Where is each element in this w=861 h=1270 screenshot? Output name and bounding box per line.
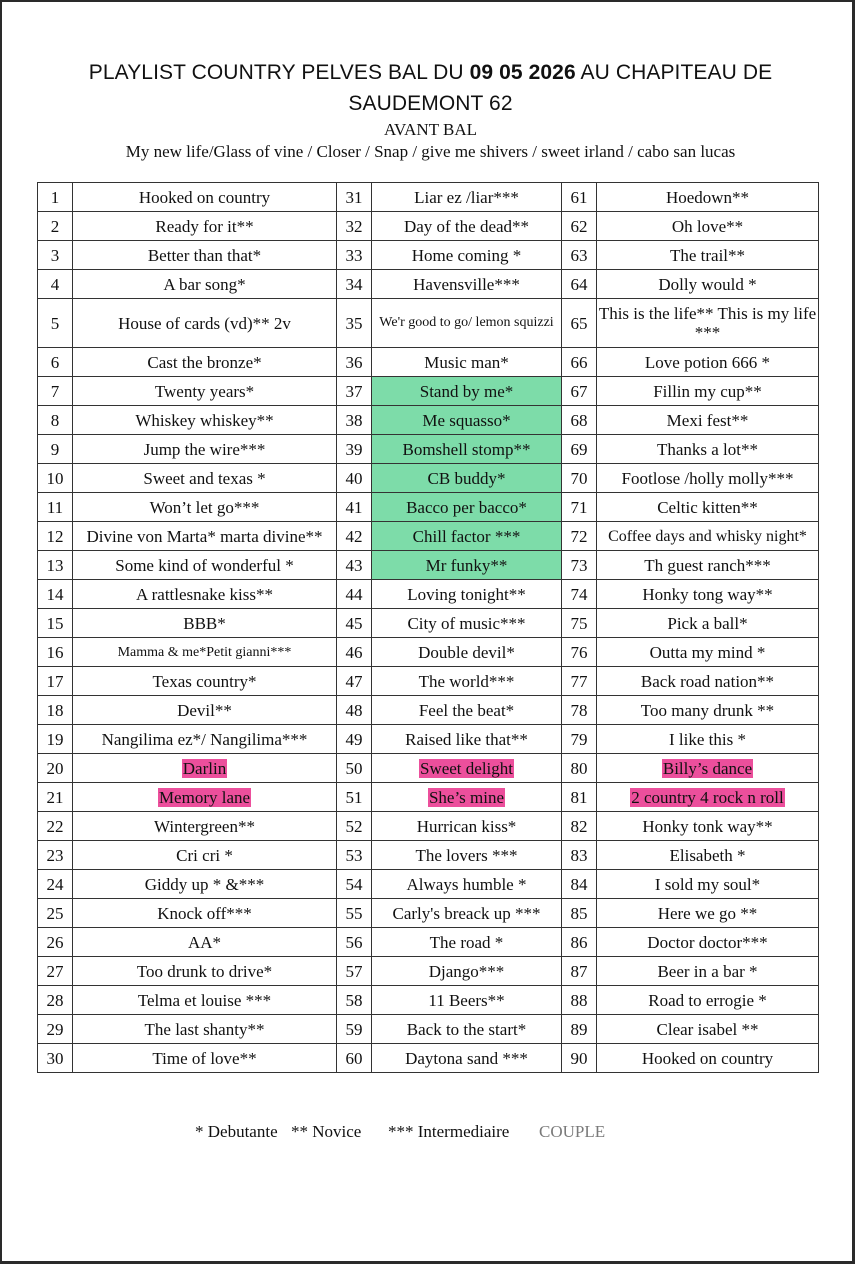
row-number: 39 <box>337 435 372 464</box>
row-number: 4 <box>38 270 73 299</box>
row-number: 70 <box>562 464 597 493</box>
row-number: 12 <box>38 522 73 551</box>
row-number: 27 <box>38 957 73 986</box>
song-title: Beer in a bar * <box>597 957 819 986</box>
table-row <box>38 493 819 522</box>
highlighted-title: Memory lane <box>158 787 251 807</box>
row-number: 90 <box>562 1044 597 1073</box>
song-title: Mexi fest** <box>597 406 819 435</box>
song-title: A bar song* <box>73 270 337 299</box>
song-title: Dolly would * <box>597 270 819 299</box>
row-number: 11 <box>38 493 73 522</box>
song-title: Stand by me* <box>372 377 562 406</box>
highlighted-title: Billy’s dance <box>662 758 753 778</box>
table-row <box>38 270 819 299</box>
song-title: Elisabeth * <box>597 841 819 870</box>
song-title: AA* <box>73 928 337 957</box>
song-title: Hooked on country <box>73 183 337 212</box>
song-title: I like this * <box>597 725 819 754</box>
row-number: 47 <box>337 667 372 696</box>
row-number: 18 <box>38 696 73 725</box>
row-number: 56 <box>337 928 372 957</box>
row-number: 52 <box>337 812 372 841</box>
song-title: Th guest ranch*** <box>597 551 819 580</box>
row-number: 78 <box>562 696 597 725</box>
song-title: Road to errogie * <box>597 986 819 1015</box>
legend-couple: COUPLE <box>539 1122 606 1141</box>
row-number: 74 <box>562 580 597 609</box>
row-number: 62 <box>562 212 597 241</box>
song-title: Cast the bronze* <box>73 348 337 377</box>
row-number: 69 <box>562 435 597 464</box>
table-row <box>38 580 819 609</box>
song-title: Bacco per bacco* <box>372 493 562 522</box>
song-title: I sold my soul* <box>597 870 819 899</box>
avant-bal-heading: AVANT BAL <box>383 120 478 139</box>
row-number: 38 <box>337 406 372 435</box>
table-row <box>38 783 819 812</box>
row-number: 32 <box>337 212 372 241</box>
song-title: Bomshell stomp** <box>372 435 562 464</box>
highlighted-title: Darlin <box>182 758 227 778</box>
row-number: 51 <box>337 783 372 812</box>
song-title <box>372 783 562 812</box>
row-number: 5 <box>38 299 73 348</box>
table-row <box>38 725 819 754</box>
playlist-table <box>37 182 819 1073</box>
song-title: Doctor doctor*** <box>597 928 819 957</box>
table-row <box>38 841 819 870</box>
table-row <box>38 986 819 1015</box>
table-row <box>38 464 819 493</box>
row-number: 37 <box>337 377 372 406</box>
row-number: 48 <box>337 696 372 725</box>
song-title: Me squasso* <box>372 406 562 435</box>
row-number: 40 <box>337 464 372 493</box>
row-number: 57 <box>337 957 372 986</box>
row-number: 7 <box>38 377 73 406</box>
row-number: 76 <box>562 638 597 667</box>
row-number: 26 <box>38 928 73 957</box>
song-title: Celtic kitten** <box>597 493 819 522</box>
table-row <box>38 377 819 406</box>
song-title: Too many drunk ** <box>597 696 819 725</box>
row-number: 9 <box>38 435 73 464</box>
row-number: 21 <box>38 783 73 812</box>
row-number: 10 <box>38 464 73 493</box>
row-number: 80 <box>562 754 597 783</box>
song-title: Oh love** <box>597 212 819 241</box>
song-title: 11 Beers** <box>372 986 562 1015</box>
song-title: Carly's breack up *** <box>372 899 562 928</box>
song-title: Knock off*** <box>73 899 337 928</box>
song-title: Liar ez /liar*** <box>372 183 562 212</box>
song-title: City of music*** <box>372 609 562 638</box>
song-title: Outta my mind * <box>597 638 819 667</box>
row-number: 24 <box>38 870 73 899</box>
row-number: 58 <box>337 986 372 1015</box>
song-title: Texas country* <box>73 667 337 696</box>
row-number: 35 <box>337 299 372 348</box>
title-date: 09 05 2026 <box>469 61 576 84</box>
song-title: Hurrican kiss* <box>372 812 562 841</box>
highlighted-title: 2 country 4 rock n roll <box>631 787 784 807</box>
highlighted-title: She’s mine <box>428 787 505 807</box>
song-title <box>597 783 819 812</box>
song-title: Loving tonight** <box>372 580 562 609</box>
song-title: Honky tonk way** <box>597 812 819 841</box>
song-title: Whiskey whiskey** <box>73 406 337 435</box>
row-number: 8 <box>38 406 73 435</box>
table-row <box>38 348 819 377</box>
song-title: Music man* <box>372 348 562 377</box>
table-row <box>38 957 819 986</box>
row-number: 54 <box>337 870 372 899</box>
table-row <box>38 696 819 725</box>
table-row <box>38 928 819 957</box>
row-number: 28 <box>38 986 73 1015</box>
table-row <box>38 1044 819 1073</box>
song-title: The last shanty** <box>73 1015 337 1044</box>
row-number: 81 <box>562 783 597 812</box>
row-number: 63 <box>562 241 597 270</box>
table-row <box>38 667 819 696</box>
song-title: Coffee days and whisky night* <box>597 522 819 551</box>
song-title: Back to the start* <box>372 1015 562 1044</box>
row-number: 33 <box>337 241 372 270</box>
song-title: The road * <box>372 928 562 957</box>
row-number: 46 <box>337 638 372 667</box>
row-number: 17 <box>38 667 73 696</box>
row-number: 79 <box>562 725 597 754</box>
song-title: Wintergreen** <box>73 812 337 841</box>
row-number: 19 <box>38 725 73 754</box>
song-title: This is the life** This is my life *** <box>597 299 819 348</box>
song-title: We'r good to go/ lemon squizzi <box>372 299 562 348</box>
song-title: A rattlesnake kiss** <box>73 580 337 609</box>
song-title: Fillin my cup** <box>597 377 819 406</box>
row-number: 59 <box>337 1015 372 1044</box>
song-title: Some kind of wonderful * <box>73 551 337 580</box>
row-number: 3 <box>38 241 73 270</box>
song-title: The lovers *** <box>372 841 562 870</box>
table-row <box>38 609 819 638</box>
row-number: 73 <box>562 551 597 580</box>
row-number: 22 <box>38 812 73 841</box>
song-title <box>73 783 337 812</box>
row-number: 82 <box>562 812 597 841</box>
row-number: 49 <box>337 725 372 754</box>
row-number: 72 <box>562 522 597 551</box>
page-title-line1 <box>0 61 861 85</box>
song-title: Love potion 666 * <box>597 348 819 377</box>
song-title: Better than that* <box>73 241 337 270</box>
row-number: 86 <box>562 928 597 957</box>
song-title: Django*** <box>372 957 562 986</box>
song-title: Clear isabel ** <box>597 1015 819 1044</box>
row-number: 75 <box>562 609 597 638</box>
table-row <box>38 1015 819 1044</box>
song-title: Here we go ** <box>597 899 819 928</box>
row-number: 25 <box>38 899 73 928</box>
highlighted-title: Sweet delight <box>419 758 513 778</box>
row-number: 65 <box>562 299 597 348</box>
row-number: 68 <box>562 406 597 435</box>
song-title: Hooked on country <box>597 1044 819 1073</box>
song-title: Mamma & me*Petit gianni*** <box>73 638 337 667</box>
legend-novice: ** Novice <box>291 1122 362 1141</box>
song-title: Sweet and texas * <box>73 464 337 493</box>
song-title <box>597 754 819 783</box>
row-number: 89 <box>562 1015 597 1044</box>
table-row <box>38 812 819 841</box>
row-number: 85 <box>562 899 597 928</box>
song-title: Divine von Marta* marta divine** <box>73 522 337 551</box>
table-row <box>38 212 819 241</box>
row-number: 83 <box>562 841 597 870</box>
row-number: 66 <box>562 348 597 377</box>
avant-bal-list: My new life/Glass of vine / Closer / Snap / give me shivers / sweet irland / cabo san lucas <box>125 142 736 161</box>
song-title: Won’t let go*** <box>73 493 337 522</box>
row-number: 14 <box>38 580 73 609</box>
row-number: 77 <box>562 667 597 696</box>
song-title <box>372 754 562 783</box>
song-title: Honky tong way** <box>597 580 819 609</box>
song-title: Raised like that** <box>372 725 562 754</box>
song-title: The world*** <box>372 667 562 696</box>
row-number: 84 <box>562 870 597 899</box>
song-title: Nangilima ez*/ Nangilima*** <box>73 725 337 754</box>
row-number: 16 <box>38 638 73 667</box>
song-title: Feel the beat* <box>372 696 562 725</box>
table-row <box>38 183 819 212</box>
row-number: 64 <box>562 270 597 299</box>
row-number: 31 <box>337 183 372 212</box>
legend-intermediaire: *** Intermediaire <box>388 1122 510 1141</box>
table-row <box>38 522 819 551</box>
table-row <box>38 899 819 928</box>
row-number: 71 <box>562 493 597 522</box>
row-number: 53 <box>337 841 372 870</box>
table-row <box>38 551 819 580</box>
song-title: Mr funky** <box>372 551 562 580</box>
song-title: Telma et louise *** <box>73 986 337 1015</box>
song-title: Jump the wire*** <box>73 435 337 464</box>
song-title: Day of the dead** <box>372 212 562 241</box>
row-number: 44 <box>337 580 372 609</box>
row-number: 20 <box>38 754 73 783</box>
row-number: 45 <box>337 609 372 638</box>
song-title: Chill factor *** <box>372 522 562 551</box>
song-title: Back road nation** <box>597 667 819 696</box>
song-title: Twenty years* <box>73 377 337 406</box>
row-number: 6 <box>38 348 73 377</box>
row-number: 60 <box>337 1044 372 1073</box>
row-number: 42 <box>337 522 372 551</box>
song-title: House of cards (vd)** 2v <box>73 299 337 348</box>
row-number: 34 <box>337 270 372 299</box>
row-number: 67 <box>562 377 597 406</box>
row-number: 43 <box>337 551 372 580</box>
row-number: 50 <box>337 754 372 783</box>
row-number: 36 <box>337 348 372 377</box>
title-part1: PLAYLIST COUNTRY PELVES BAL DU <box>88 61 470 84</box>
song-title: Double devil* <box>372 638 562 667</box>
song-title: Havensville*** <box>372 270 562 299</box>
row-number: 15 <box>38 609 73 638</box>
page-title-line2: SAUDEMONT 62 <box>348 92 513 115</box>
song-title: Thanks a lot** <box>597 435 819 464</box>
song-title: Hoedown** <box>597 183 819 212</box>
table-row <box>38 638 819 667</box>
row-number: 30 <box>38 1044 73 1073</box>
table-row <box>38 299 819 348</box>
song-title <box>73 754 337 783</box>
song-title: Time of love** <box>73 1044 337 1073</box>
row-number: 13 <box>38 551 73 580</box>
song-title: Devil** <box>73 696 337 725</box>
row-number: 41 <box>337 493 372 522</box>
row-number: 61 <box>562 183 597 212</box>
table-row <box>38 241 819 270</box>
row-number: 55 <box>337 899 372 928</box>
song-title: Always humble * <box>372 870 562 899</box>
row-number: 2 <box>38 212 73 241</box>
song-title: Daytona sand *** <box>372 1044 562 1073</box>
table-row <box>38 870 819 899</box>
song-title: CB buddy* <box>372 464 562 493</box>
song-title: Ready for it** <box>73 212 337 241</box>
title-part2: AU CHAPITEAU DE <box>575 61 773 84</box>
song-title: Giddy up * &*** <box>73 870 337 899</box>
song-title: Cri cri * <box>73 841 337 870</box>
song-title: Pick a ball* <box>597 609 819 638</box>
row-number: 88 <box>562 986 597 1015</box>
row-number: 29 <box>38 1015 73 1044</box>
row-number: 1 <box>38 183 73 212</box>
table-row <box>38 435 819 464</box>
table-row <box>38 754 819 783</box>
song-title: Footlose /holly molly*** <box>597 464 819 493</box>
row-number: 23 <box>38 841 73 870</box>
song-title: Home coming * <box>372 241 562 270</box>
song-title: Too drunk to drive* <box>73 957 337 986</box>
song-title: The trail** <box>597 241 819 270</box>
row-number: 87 <box>562 957 597 986</box>
legend-debutante: * Debutante <box>195 1122 278 1141</box>
table-row <box>38 406 819 435</box>
song-title: BBB* <box>73 609 337 638</box>
